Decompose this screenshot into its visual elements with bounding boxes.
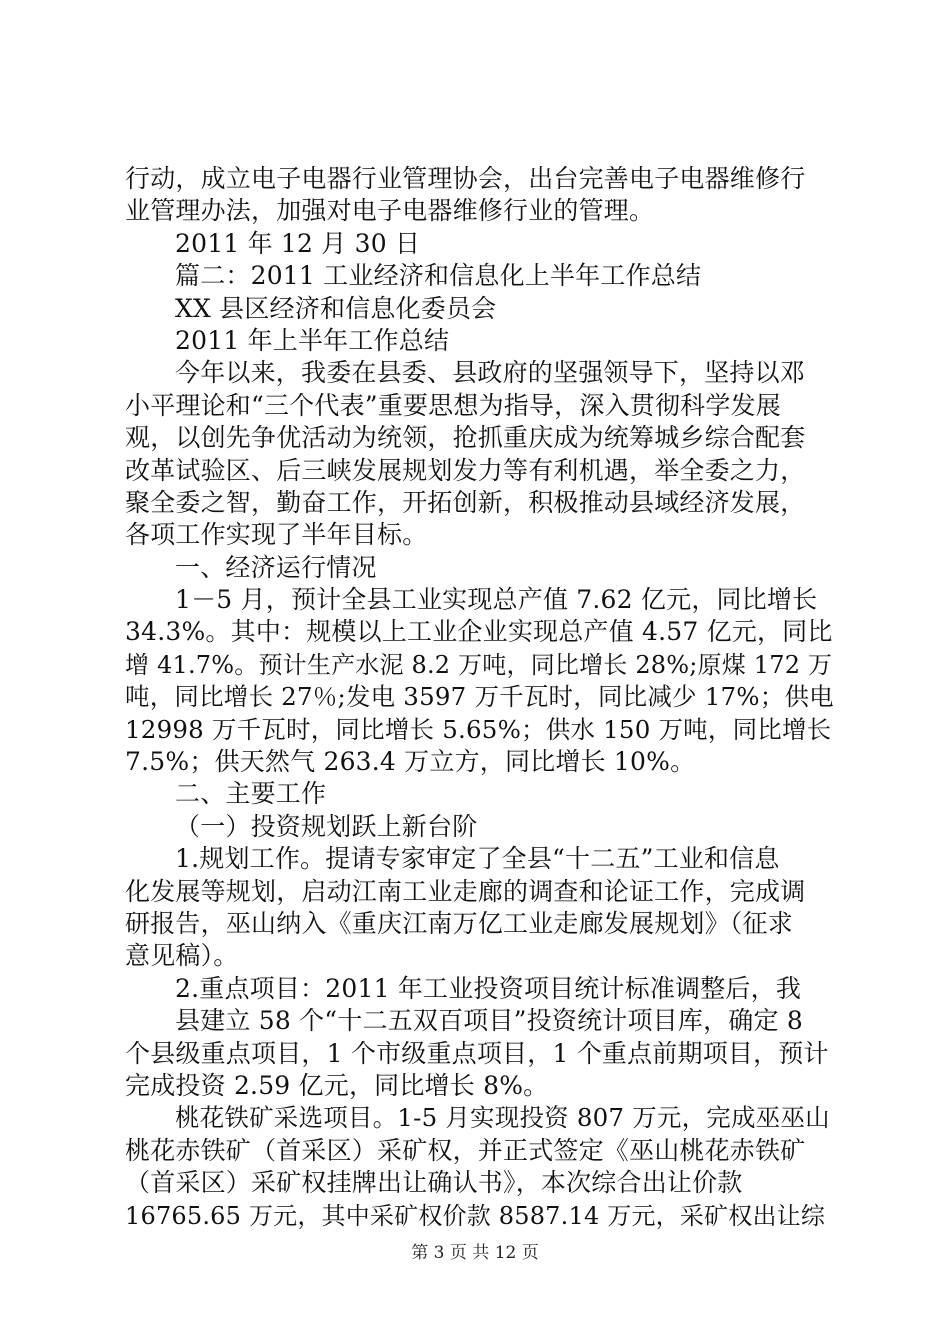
document-body	[125, 163, 835, 1232]
text-line: 1.规划工作。提请专家审定了全县“十二五”工业和信息	[175, 844, 780, 874]
text-line: 今年以来，我委在县委、县政府的坚强领导下，坚持以邓	[175, 358, 806, 388]
text-line: 行动，成立电子电器行业管理协会，出台完善电子电器维修行	[125, 164, 806, 193]
text-line: 业管理办法，加强对电子电器维修行业的管理。	[125, 196, 655, 226]
text-line: 二、主要工作	[175, 779, 327, 809]
text-line: 2011 年上半年工作总结	[175, 325, 450, 355]
text-line: 小平理论和“三个代表”重要思想为指导，深入贯彻科学发展	[125, 390, 781, 420]
text-line: 个县级重点项目，1 个市级重点项目，1 个重点前期项目，预计	[125, 1038, 829, 1068]
text-line: 桃花赤铁矿（首采区）采矿权，并正式签定《巫山桃花赤铁矿	[125, 1135, 806, 1165]
text-line: 完成投资 2.59 亿元，同比增长 8%。	[125, 1070, 549, 1100]
text-line: （一）投资规划跃上新台阶	[175, 811, 478, 841]
text-line: 改革试验区、后三峡发展规划发力等有利机遇，举全委之力，	[125, 455, 806, 485]
text-line: 化发展等规划，启动江南工业走廊的调查和论证工作，完成调	[125, 876, 806, 906]
text-line: 12998 万千瓦时，同比增长 5.65%；供水 150 万吨，同比增长	[125, 714, 832, 744]
text-line: 2.重点项目：2011 年工业投资项目统计标准调整后，我	[175, 973, 802, 1003]
text-line: 7.5%；供天然气 263.4 万立方，同比增长 10%。	[125, 747, 696, 777]
text-line: 一、经济运行情况	[175, 552, 377, 582]
text-line: 聚全委之智，勤奋工作，开拓创新，积极推动县域经济发展，	[125, 487, 806, 517]
text-line: 县建立 58 个“十二五双百项目”投资统计项目库，确定 8	[175, 1006, 803, 1036]
text-line: 34.3%。其中：规模以上工业企业实现总产值 4.57 亿元，同比	[125, 617, 833, 647]
text-line: 1－5 月，预计全县工业实现总产值 7.62 亿元，同比增长	[175, 585, 818, 615]
text-line: 意见稿）。	[125, 941, 239, 971]
page-footer: 第 3 页 共 12 页	[411, 1243, 539, 1263]
text-line: 观，以创先争优活动为统领，抢抓重庆成为统筹城乡综合配套	[125, 423, 806, 453]
text-line: （首采区）采矿权挂牌出让确认书》，本次综合出让价款	[125, 1168, 743, 1198]
text-line: 篇二：2011 工业经济和信息化上半年工作总结	[175, 261, 702, 291]
text-line: 增 41.7%。预计生产水泥 8.2 万吨，同比增长 28%;原煤 172 万	[125, 650, 833, 679]
text-line: 2011 年 12 月 30 日	[175, 228, 421, 258]
text-line: 16765.65 万元，其中采矿权价款 8587.14 万元，采矿权出让综	[125, 1201, 826, 1230]
text-line: XX 县区经济和信息化委员会	[175, 293, 497, 323]
text-line: 各项工作实现了半年目标。	[125, 520, 428, 550]
text-line: 研报告，巫山纳入《重庆江南万亿工业走廊发展规划》（征求	[125, 908, 793, 938]
text-line: 桃花铁矿采选项目。1-5 月实现投资 807 万元，完成巫巫山	[175, 1103, 830, 1133]
text-line: 吨，同比增长 27％;发电 3597 万千瓦时，同比减少 17%；供电	[125, 682, 834, 712]
